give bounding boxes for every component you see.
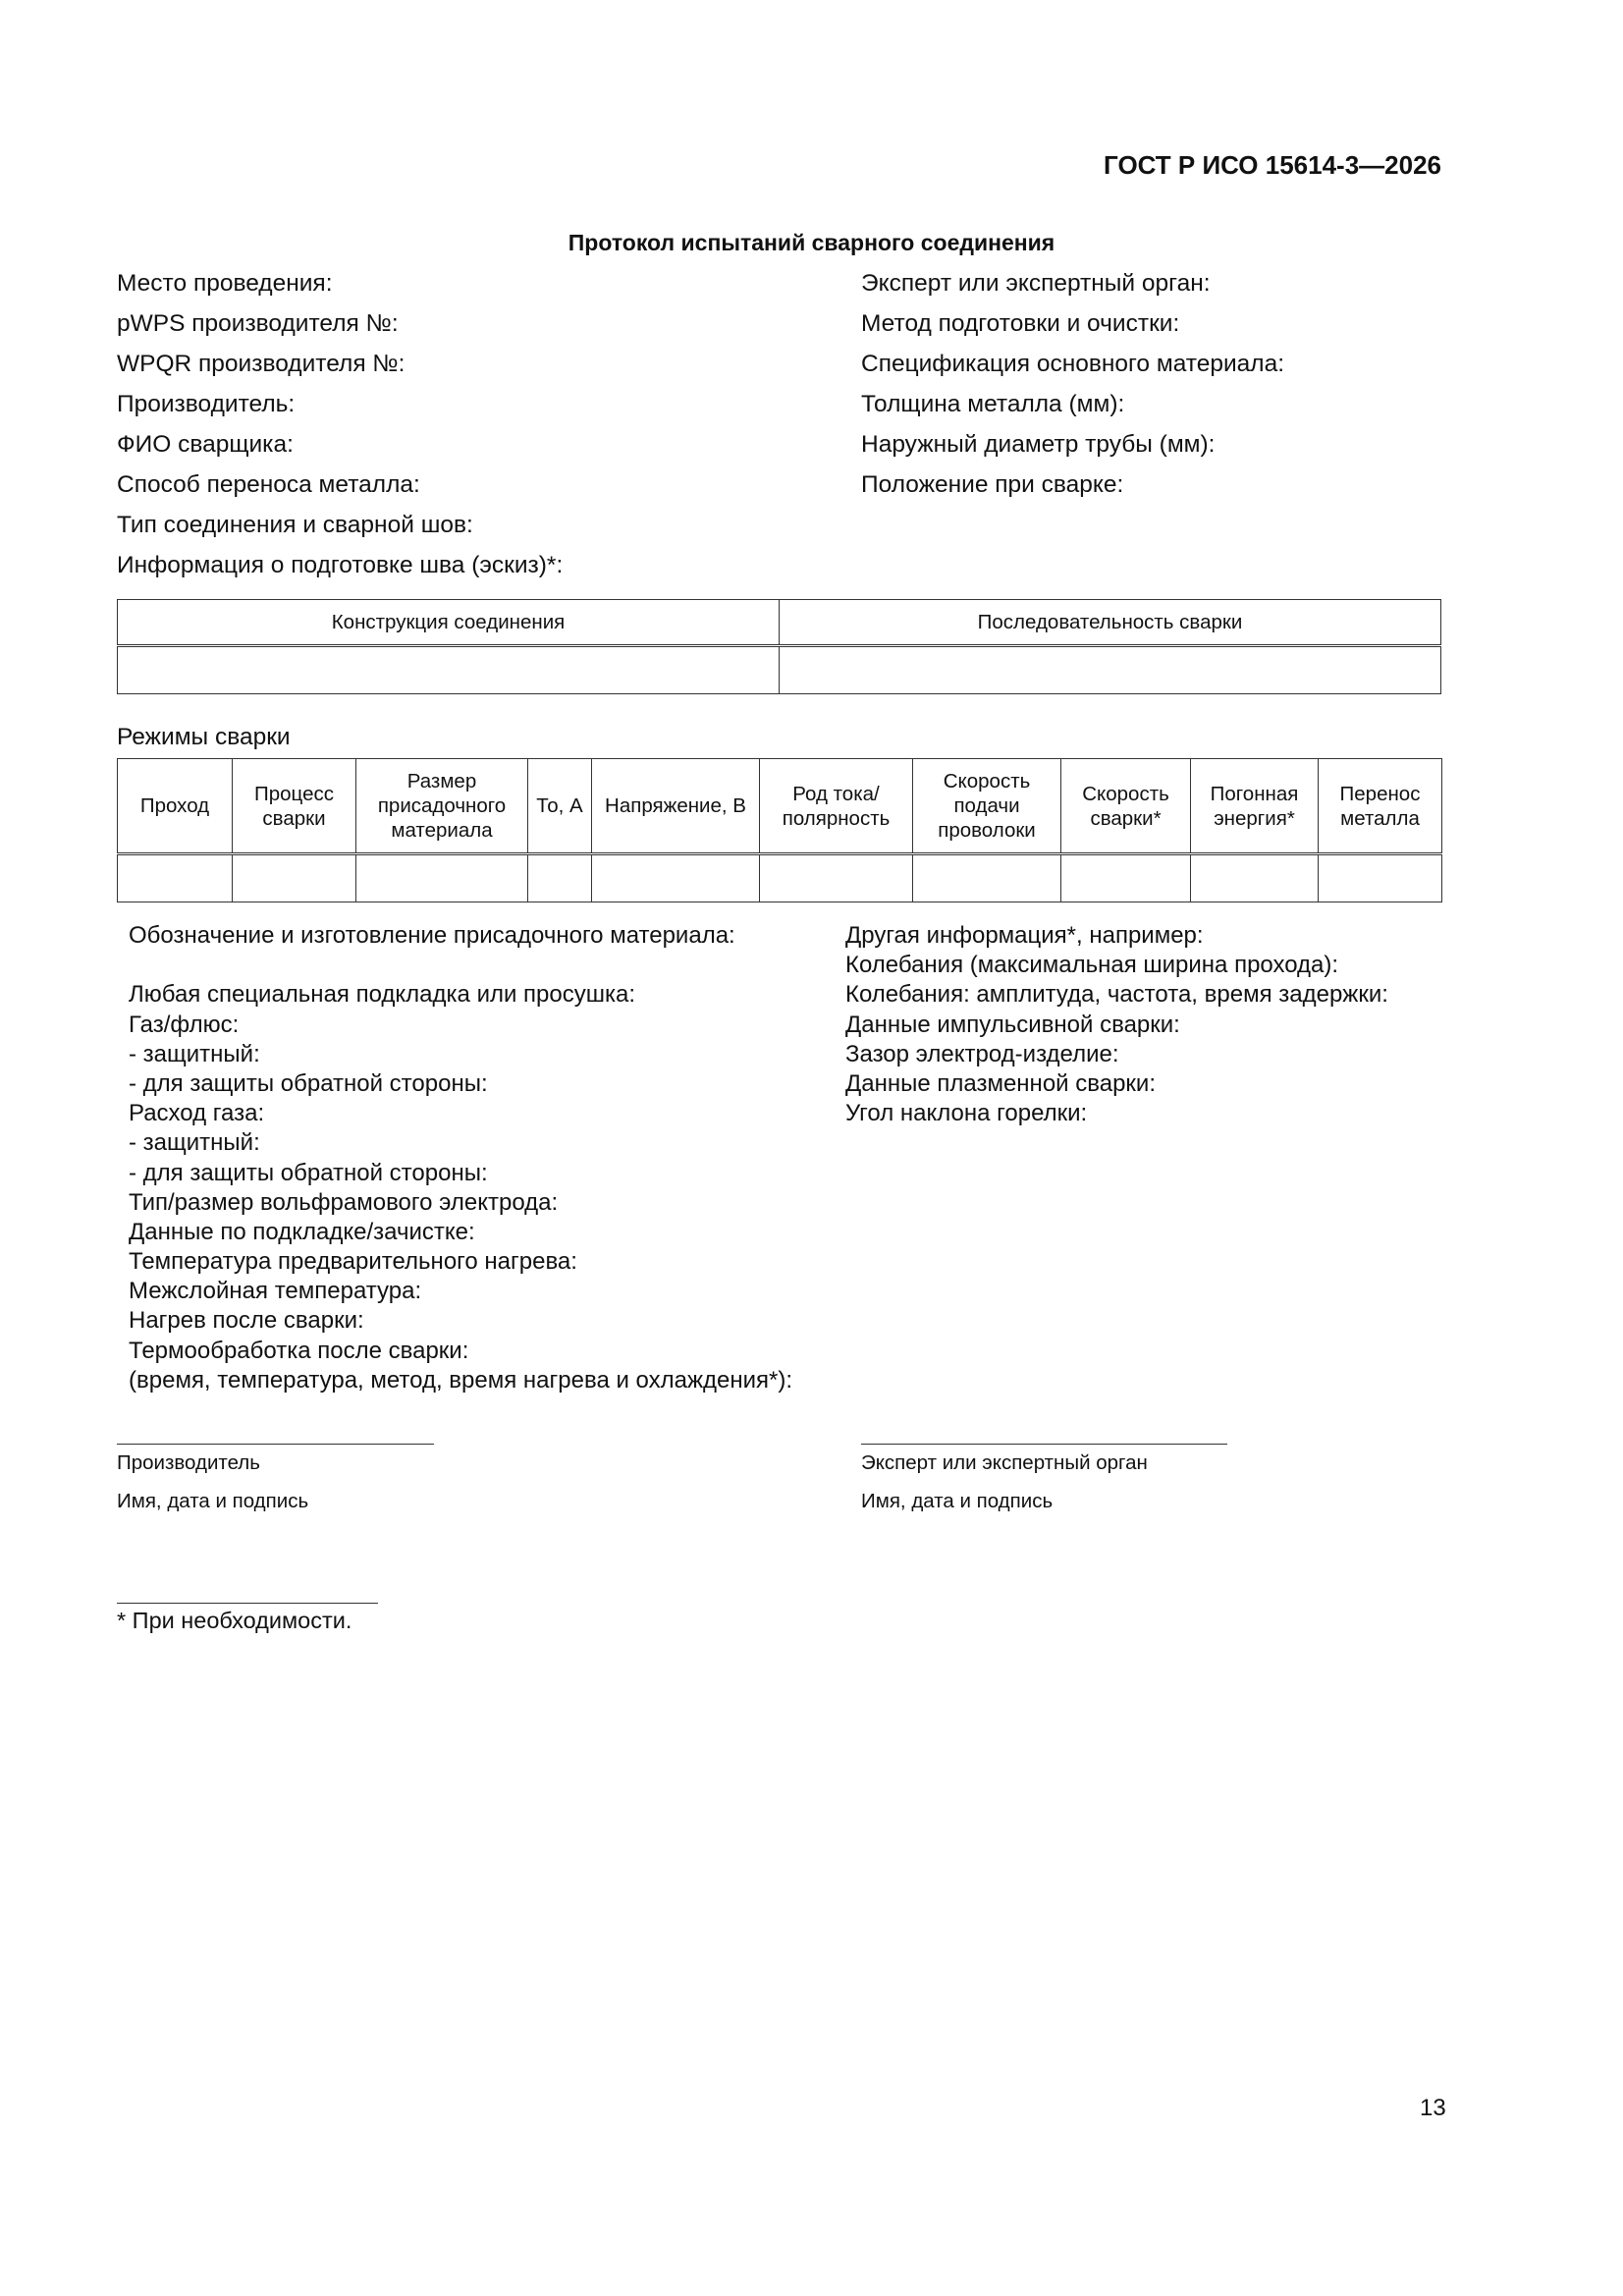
col-pass: Проход bbox=[118, 759, 233, 854]
note-post-heating: Нагрев после сварки: bbox=[129, 1307, 364, 1335]
note-stickout: Зазор электрод-изделие: bbox=[845, 1040, 1119, 1067]
standard-number: ГОСТ Р ИСО 15614-3—2026 bbox=[1104, 150, 1441, 180]
field-metal-transfer: Способ переноса металла: bbox=[117, 471, 420, 498]
note-backing-gouging: Данные по подкладке/зачистке: bbox=[129, 1218, 475, 1245]
field-pwps: pWPS производителя №: bbox=[117, 310, 399, 337]
cell-wire-feed-speed[interactable] bbox=[913, 854, 1061, 902]
field-manufacturer: Производитель: bbox=[117, 391, 296, 417]
col-heat-input: Погонная энергия* bbox=[1191, 759, 1319, 854]
note-backing-drying: Любая специальная подкладка или просушка: bbox=[129, 981, 636, 1009]
note-gas-shielding: - защитный: bbox=[129, 1040, 260, 1067]
note-weaving-params: Колебания: амплитуда, частота, время задержки: bbox=[845, 981, 1388, 1009]
note-preheat: Температура предварительного нагрева: bbox=[129, 1248, 577, 1276]
col-filler-size: Размер присадочного материала bbox=[356, 759, 528, 854]
signature-line-manufacturer bbox=[117, 1444, 434, 1445]
note-pwht-details: (время, температура, метод, время нагрева и охлаждения*): bbox=[129, 1366, 793, 1394]
left-fields bbox=[117, 263, 563, 585]
joint-design-cell[interactable] bbox=[118, 646, 780, 694]
field-joint-preparation: Информация о подготовке шва (эскиз)*: bbox=[117, 552, 564, 578]
welding-sequence-header: Последовательность сварки bbox=[780, 600, 1441, 646]
signature-line-examiner bbox=[861, 1444, 1227, 1445]
note-spacer bbox=[129, 951, 792, 980]
joint-table bbox=[117, 599, 1441, 694]
right-fields bbox=[861, 263, 1284, 505]
field-welder-name: ФИО сварщика: bbox=[117, 431, 294, 458]
note-flow-backing: - для защиты обратной стороны: bbox=[129, 1159, 488, 1186]
field-welding-position: Положение при сварке: bbox=[861, 471, 1124, 498]
field-examiner: Эксперт или экспертный орган: bbox=[861, 270, 1211, 297]
welding-sequence-cell[interactable] bbox=[780, 646, 1441, 694]
note-gas-flow: Расход газа: bbox=[129, 1100, 265, 1127]
footnote: * При необходимости. bbox=[117, 1608, 352, 1633]
cell-current[interactable] bbox=[528, 854, 592, 902]
cell-process[interactable] bbox=[233, 854, 356, 902]
note-tungsten-electrode: Тип/размер вольфрамового электрода: bbox=[129, 1188, 559, 1216]
note-pulse-data: Данные импульсивной сварки: bbox=[845, 1011, 1180, 1038]
page-number: 13 bbox=[1420, 2095, 1446, 2121]
note-other-info: Другая информация*, например: bbox=[845, 922, 1204, 949]
field-cleaning-method: Метод подготовки и очистки: bbox=[861, 310, 1180, 337]
left-notes bbox=[129, 921, 792, 1395]
cell-pass[interactable] bbox=[118, 854, 233, 902]
note-interpass: Межслойная температура: bbox=[129, 1278, 422, 1305]
page-title: Протокол испытаний сварного соединения bbox=[568, 230, 1055, 255]
signature-caption-examiner: Имя, дата и подпись bbox=[861, 1490, 1054, 1512]
field-pipe-diameter: Наружный диаметр трубы (мм): bbox=[861, 431, 1216, 458]
joint-design-header: Конструкция соединения bbox=[118, 600, 780, 646]
col-current-type: Род тока/ полярность bbox=[760, 759, 913, 854]
welding-modes-label: Режимы сварки bbox=[117, 724, 291, 750]
note-filler-designation: Обозначение и изготовление присадочного материала: bbox=[129, 922, 735, 949]
field-location: Место проведения: bbox=[117, 270, 333, 297]
col-metal-transfer: Перенос металла bbox=[1319, 759, 1442, 854]
field-wpqr: WPQR производителя №: bbox=[117, 351, 406, 377]
note-pwht: Термообработка после сварки: bbox=[129, 1337, 469, 1364]
cell-current-type[interactable] bbox=[760, 854, 913, 902]
right-notes bbox=[845, 921, 1388, 1128]
col-current: То, А bbox=[528, 759, 592, 854]
table-row bbox=[118, 854, 1442, 902]
col-wire-feed-speed: Скорость подачи проволоки bbox=[913, 759, 1061, 854]
col-process: Процесс сварки bbox=[233, 759, 356, 854]
field-thickness: Толщина металла (мм): bbox=[861, 391, 1125, 417]
note-plasma-data: Данные плазменной сварки: bbox=[845, 1069, 1156, 1097]
welding-modes-table bbox=[117, 758, 1442, 902]
cell-heat-input[interactable] bbox=[1191, 854, 1319, 902]
signature-role-manufacturer: Производитель bbox=[117, 1451, 260, 1474]
cell-voltage[interactable] bbox=[592, 854, 760, 902]
cell-metal-transfer[interactable] bbox=[1319, 854, 1442, 902]
field-joint-type: Тип соединения и сварной шов: bbox=[117, 512, 473, 538]
footnote-separator bbox=[117, 1603, 378, 1604]
col-travel-speed: Скорость сварки* bbox=[1061, 759, 1191, 854]
note-gas-backing: - для защиты обратной стороны: bbox=[129, 1069, 488, 1097]
cell-filler-size[interactable] bbox=[356, 854, 528, 902]
note-torch-angle: Угол наклона горелки: bbox=[845, 1100, 1088, 1127]
cell-travel-speed[interactable] bbox=[1061, 854, 1191, 902]
col-voltage: Напряжение, В bbox=[592, 759, 760, 854]
note-flow-shielding: - защитный: bbox=[129, 1129, 260, 1157]
signature-role-examiner: Эксперт или экспертный орган bbox=[861, 1451, 1148, 1474]
field-base-material: Спецификация основного материала: bbox=[861, 351, 1285, 377]
note-weaving-width: Колебания (максимальная ширина прохода): bbox=[845, 952, 1339, 979]
signature-caption-manufacturer: Имя, дата и подпись bbox=[117, 1490, 309, 1512]
note-gas-flux: Газ/флюс: bbox=[129, 1011, 240, 1038]
